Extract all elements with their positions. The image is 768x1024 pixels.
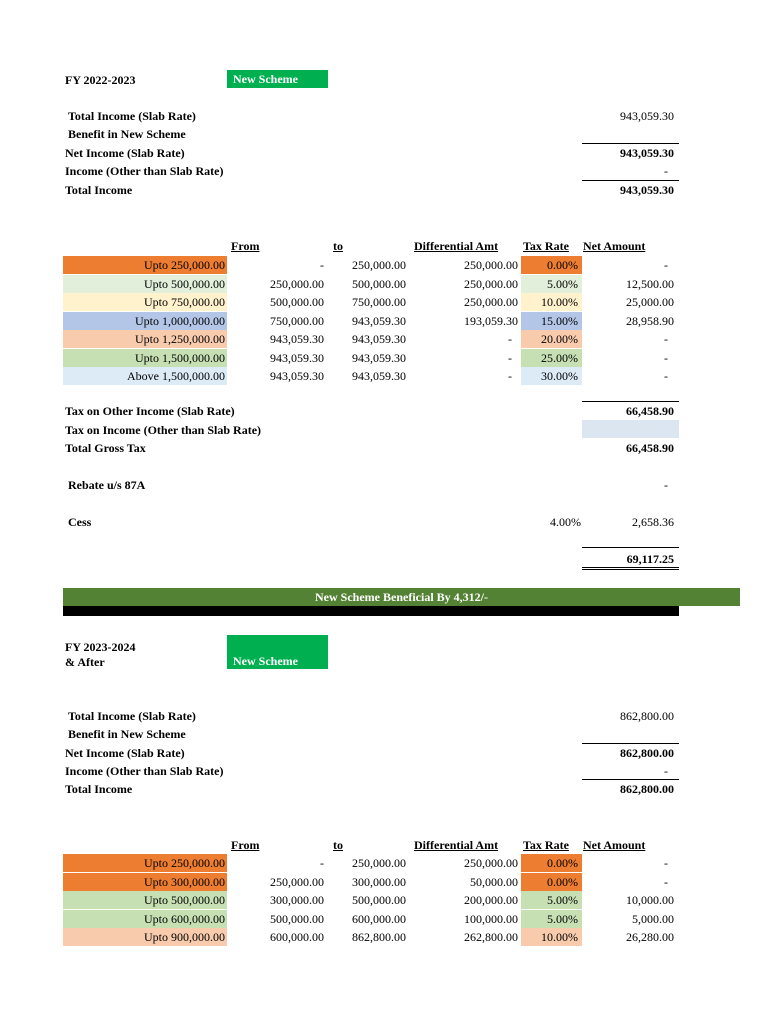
slab-net: 12,500.00 [626,277,674,291]
slab-label: Upto 250,000.00 [63,854,227,872]
slab-from: 943,059.30 [270,351,324,365]
slab-net: 5,000.00 [632,912,674,926]
summary-label: Total Income [65,782,133,796]
slab-net: 25,000.00 [626,295,674,309]
cess-value: 2,658.36 [632,515,674,529]
scheme-badge: New Scheme [227,635,328,669]
slab-diff: 250,000.00 [464,277,518,291]
slab-to: 500,000.00 [352,277,406,291]
col-header-net: Net Amount [583,239,646,253]
slab-from: 750,000.00 [270,314,324,328]
empty-cell [582,420,679,438]
tax-other-value: 66,458.90 [626,404,674,418]
slab-label: Upto 250,000.00 [63,256,227,274]
slab-label: Upto 500,000.00 [63,275,227,293]
slab-to: 943,059.30 [352,332,406,346]
slab-label: Above 1,500,000.00 [63,367,227,385]
divider [582,547,679,548]
summary-label: Net Income (Slab Rate) [65,746,185,760]
slab-from: 250,000.00 [270,875,324,889]
slab-diff: 250,000.00 [464,295,518,309]
slab-label: Upto 1,500,000.00 [63,349,227,367]
slab-net: 10,000.00 [626,893,674,907]
divider [582,743,679,744]
summary-value: - [664,764,668,778]
slab-rate: 0.00% [521,873,582,891]
fy-label: FY 2022-2023 [65,73,136,87]
slab-to: 600,000.00 [352,912,406,926]
slab-net: - [664,351,668,365]
divider [582,779,679,780]
col-header-to: to [333,239,343,253]
summary-value: 943,059.30 [620,109,674,123]
slab-diff: - [508,332,512,346]
slab-from: 943,059.30 [270,369,324,383]
cess-label: Cess [68,515,92,529]
col-header-rate: Tax Rate [523,239,569,253]
tax-other-label: Tax on Other Income (Slab Rate) [65,404,235,418]
gross-tax-label: Total Gross Tax [65,441,146,455]
slab-diff: 193,059.30 [464,314,518,328]
summary-value: 943,059.30 [620,146,674,160]
col-header-rate: Tax Rate [523,838,569,852]
slab-rate: 5.00% [521,910,582,928]
summary-value: 862,800.00 [620,709,674,723]
slab-net: - [664,332,668,346]
slab-to: 943,059.30 [352,351,406,365]
slab-diff: 250,000.00 [464,258,518,272]
scheme-badge: New Scheme [227,70,328,88]
comparison-banner: New Scheme Beneficial By 4,312/- [63,588,740,606]
slab-net: 26,280.00 [626,930,674,944]
col-header-to: to [333,838,343,852]
slab-from: 943,059.30 [270,332,324,346]
slab-diff: - [508,351,512,365]
rebate-value: - [664,478,668,492]
slab-diff: 262,800.00 [464,930,518,944]
slab-rate: 5.00% [521,891,582,909]
slab-diff: 250,000.00 [464,856,518,870]
summary-label: Benefit in New Scheme [68,127,186,141]
col-header-diff: Differential Amt [414,239,499,253]
slab-rate: 15.00% [521,312,582,330]
slab-from: 250,000.00 [270,277,324,291]
col-header-from: From [231,838,260,852]
slab-from: 500,000.00 [270,912,324,926]
divider [582,143,679,144]
summary-label: Benefit in New Scheme [68,727,186,741]
slab-label: Upto 1,000,000.00 [63,312,227,330]
slab-rate: 10.00% [521,928,582,946]
slab-from: 500,000.00 [270,295,324,309]
slab-from: 300,000.00 [270,893,324,907]
cess-rate: 4.00% [550,515,581,529]
slab-net: 28,958.90 [626,314,674,328]
summary-label: Income (Other than Slab Rate) [65,164,224,178]
divider [582,180,679,181]
slab-rate: 25.00% [521,349,582,367]
slab-to: 943,059.30 [352,369,406,383]
slab-to: 750,000.00 [352,295,406,309]
slab-to: 500,000.00 [352,893,406,907]
summary-value: 862,800.00 [620,746,674,760]
divider [582,401,679,402]
slab-label: Upto 600,000.00 [63,910,227,928]
slab-net: - [664,875,668,889]
summary-value: 862,800.00 [620,782,674,796]
slab-label: Upto 900,000.00 [63,928,227,946]
gross-tax-value: 66,458.90 [626,441,674,455]
fy-label-suffix: & After [65,655,105,669]
slab-from: - [320,856,324,870]
slab-diff: - [508,369,512,383]
slab-from: 600,000.00 [270,930,324,944]
summary-value: 943,059.30 [620,183,674,197]
summary-value: - [664,164,668,178]
slab-net: - [664,856,668,870]
double-underline [582,567,679,570]
slab-to: 250,000.00 [352,258,406,272]
slab-net: - [664,258,668,272]
slab-label: Upto 750,000.00 [63,293,227,311]
slab-rate: 30.00% [521,367,582,385]
separator-bar [63,606,679,616]
rebate-label: Rebate u/s 87A [68,478,146,492]
col-header-from: From [231,239,260,253]
slab-diff: 50,000.00 [470,875,518,889]
col-header-net: Net Amount [583,838,646,852]
slab-label: Upto 500,000.00 [63,891,227,909]
summary-label: Net Income (Slab Rate) [65,146,185,160]
slab-rate: 10.00% [521,293,582,311]
summary-label: Total Income [65,183,133,197]
col-header-diff: Differential Amt [414,838,499,852]
slab-diff: 100,000.00 [464,912,518,926]
slab-to: 943,059.30 [352,314,406,328]
summary-label: Total Income (Slab Rate) [68,709,196,723]
slab-rate: 5.00% [521,275,582,293]
slab-net: - [664,369,668,383]
slab-to: 862,800.00 [352,930,406,944]
summary-label: Total Income (Slab Rate) [68,109,196,123]
slab-label: Upto 1,250,000.00 [63,330,227,348]
fy-label: FY 2023-2024 [65,640,136,654]
slab-rate: 20.00% [521,330,582,348]
slab-rate: 0.00% [521,854,582,872]
tax-nonslab-label: Tax on Income (Other than Slab Rate) [65,423,262,437]
slab-rate: 0.00% [521,256,582,274]
slab-label: Upto 300,000.00 [63,873,227,891]
summary-label: Income (Other than Slab Rate) [65,764,224,778]
slab-to: 300,000.00 [352,875,406,889]
final-total: 69,117.25 [626,552,674,566]
slab-from: - [320,258,324,272]
slab-diff: 200,000.00 [464,893,518,907]
slab-to: 250,000.00 [352,856,406,870]
